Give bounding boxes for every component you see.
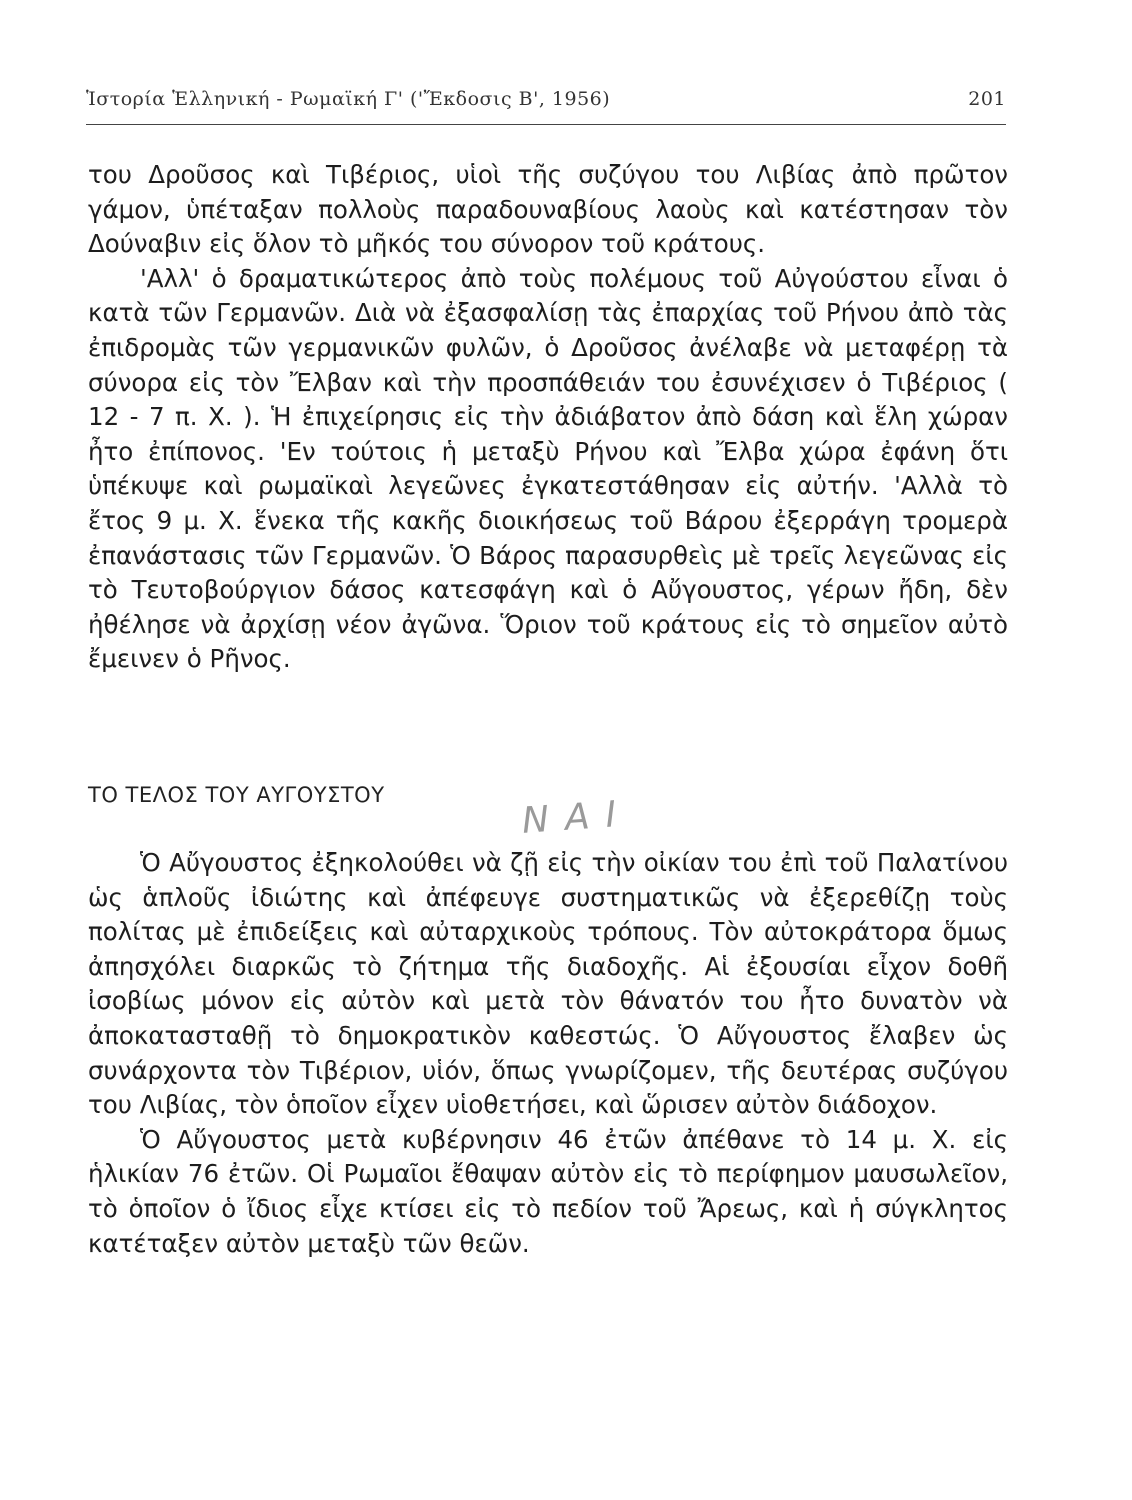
handwritten-annotation: ΝΑΙ — [520, 793, 634, 842]
header-rule — [86, 124, 1006, 125]
section-heading: ΤΟ ΤΕΛΟΣ ΤΟΥ ΑΥΓΟΥΣΤΟΥ — [88, 783, 385, 807]
paragraph: 'Αλλ' ὁ δραματικώτερος ἀπὸ τοὺς πολέμους τοῦ Αὐγούστου εἶναι ὁ κατὰ τῶν Γερμανῶν. Διὰ νὰ ἐξασφαλίσῃ τὰς ἐπαρχίας τοῦ Ρήνου ἀπὸ τὰς ἐπιδρομὰς τῶν γερμανικῶν φυλῶν, ὁ Δροῦσος ἀνέλαβε νὰ μεταφέρῃ τὰ σύνορα εἰς τὸν Ἔλβαν καὶ τὴν προσπάθειάν του ἐσυνέχισεν ὁ Τιβέριος ( 12 - 7 π. Χ. ). Ἡ ἐπιχείρησις εἰς τὴν ἀδιάβατον ἀπὸ δάση καὶ ἕλη χώραν ἦτο ἐπίπονος. 'Εν τούτοις ἡ μεταξὺ Ρήνου καὶ Ἔλβα χώρα ἐφάνη ὅτι ὑπέκυψε καὶ ρωμαϊκαὶ λεγεῶνες ἐγκατεστάθησαν εἰς αὐτήν. 'Αλλὰ τὸ ἔτος 9 μ. Χ. ἕνεκα τῆς κακῆς διοικήσεως τοῦ Βάρου ἐξερράγη τρομερὰ ἐπανάστασις τῶν Γερμανῶν. Ὁ Βάρος παρασυρθεὶς μὲ τρεῖς λεγεῶνας εἰς τὸ Τευτοβούργιον δάσος κατεσφάγη καὶ ὁ Αὔγουστος, γέρων ἤδη, δὲν ἠθέλησε νὰ ἀρχίσῃ νέον ἀγῶνα. Ὅριον τοῦ κράτους εἰς τὸ σημεῖον αὐτὸ ἔμεινεν ὁ Ρῆνος. — [88, 263, 1008, 674]
section-1-text — [88, 158, 1008, 677]
paragraph: Ὁ Αὔγουστος ἐξηκολούθει νὰ ζῇ εἰς τὴν οἰκίαν του ἐπὶ τοῦ Παλατίνου ὡς ἁπλοῦς ἰδιώτης καὶ ἀπέφευγε συστηματικῶς νὰ ἐξερεθίζῃ τοὺς πολίτας μὲ ἐπιδείξεις καὶ αὐταρχικοὺς τρόπους. Τὸν αὐτοκράτορα ὅμως ἀπησχόλει διαρκῶς τὸ ζήτημα τῆς διαδοχῆς. Αἱ ἐξουσίαι εἶχον δοθῆ ἰσοβίως μόνον εἰς αὐτὸν καὶ μετὰ τὸν θάνατόν του ἦτο δυνατὸν νὰ ἀποκατασταθῇ τὸ δημοκρατικὸν καθεστώς. Ὁ Αὔγουστος ἔλαβεν ὡς συνάρχοντα τὸν Τιβέριον, υἱόν, ὅπως γνωρίζομεν, τῆς δευτέρας συζύγου του Λιβίας, τὸν ὁποῖον εἶχεν υἱοθετήσει, καὶ ὥρισεν αὐτὸν διάδοχον. — [88, 848, 1008, 1120]
running-title: Ἱστορία Ἑλληνική - Ρωμαϊκή Γ' ('Ἔκδοσις Β', 1956) — [86, 88, 611, 110]
paragraph: Ὁ Αὔγουστος μετὰ κυβέρνησιν 46 ἐτῶν ἀπέθανε τὸ 14 μ. Χ. εἰς ἡλικίαν 76 ἐτῶν. Οἱ Ρωμαῖοι ἔθαψαν αὐτὸν εἰς τὸ περίφημον μαυσωλεῖον, τὸ ὁποῖον ὁ ἴδιος εἶχε κτίσει εἰς τὸ πεδίον τοῦ Ἄρεως, καὶ ἡ σύγκλητος κατέταξεν αὐτὸν μεταξὺ τῶν θεῶν. — [88, 1124, 1008, 1258]
page-number: 201 — [968, 88, 1006, 110]
section-2-text — [88, 846, 1008, 1261]
paragraph: του Δροῦσος καὶ Τιβέριος, υἱοὶ τῆς συζύγου του Λιβίας ἀπὸ πρῶτον γάμον, ὑπέταξαν πολλοὺς παραδουναβίους λαοὺς καὶ κατέστησαν τὸν Δούναβιν εἰς ὅλον τὸ μῆκός του σύνορον τοῦ κράτους. — [88, 160, 1008, 259]
